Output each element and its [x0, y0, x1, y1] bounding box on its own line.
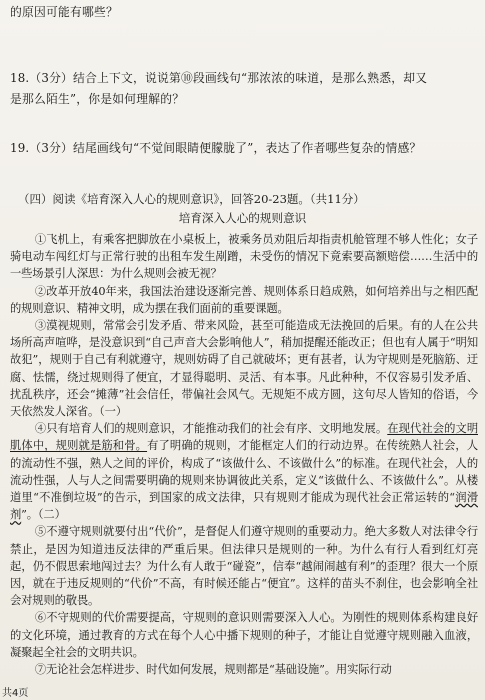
- question-19: [10, 138, 475, 159]
- article-body: [10, 231, 478, 678]
- question-18-line1: 18.（3分）结合上下文，说说第⑩段画线句“那浓浓的味道，是那么熟悉，却又: [10, 71, 428, 85]
- paragraph-3: ③漠视规则，常常会引发矛盾、带来风险，甚至可能造成无法挽回的后果。有的人在公共场所高声喧哗，是没意识到“自己声音大会影响他人”，稍加提醒还能改正；但也有人属于“明知故犯”，规则于自己有利就遵守，规则妨碍了自己就破坏；更有甚者，认为守规则是死脑筋、迂腐、怯懦，绕过规则得了便宜，才显得聪明、灵活、有本事。凡此种种，不仅容易引发矛盾、扰乱秩序，还会“摊薄”社会信任，带偏社会风气。无规矩不成方圆，这句尽人皆知的俗语，今天依然发人深省。（一）: [10, 319, 478, 419]
- question-18-line2: 是那么陌生”，你是如何理解的？: [10, 92, 185, 106]
- article-title: 培育深入人心的规则意识: [178, 211, 307, 225]
- paragraph-4-end: ”。（二）: [21, 508, 66, 522]
- paragraph-7: ⑦无论社会怎样进步、时代如何发展，规则都是“基础设施”。用实际行动: [34, 663, 392, 677]
- page-footer: 共4页: [2, 688, 29, 699]
- paragraph-1: ①飞机上，有乘客把脚放在小桌板上，被乘务员劝阻后却指责机舱管理不够人性化；女子骑电动车闯红灯与正常行驶的出租车发生剐蹭，未受伤的情况下竟索要高额赔偿……生活中的一些场景引人深思：为什么规则会被无视？: [10, 233, 478, 281]
- wavy-underlined-word: 润滑剂: [10, 491, 478, 522]
- paragraph-2: ②改革开放40年来，我国法治建设逐渐完善、规则体系日趋成熟，如何培养出与之相匹配的规则意识、精神文明，成为摆在我们面前的重要课题。: [10, 284, 478, 315]
- underlined-sentence: 在现代社会的文明肌体中，规则就是筋和骨。: [10, 422, 478, 453]
- question-18: [10, 68, 475, 110]
- paragraph-4-start: ④只有培育人们的规则意识，才能推动我们的社会有序、文明地发展。: [34, 422, 388, 436]
- paragraph-4: [10, 420, 478, 523]
- question-19-line1: 19.（3分）结尾画线句“不觉间眼睛便朦胧了”，表达了作者哪些复杂的情感？: [10, 141, 422, 155]
- paragraph-5: ⑤不遵守规则就要付出“代价”，是督促人们遵守规则的重要动力。绝大多数人对法律令行禁止，是因为知道违反法律的严重后果。但法律只是规则的一种。为什么有行人看到红灯亮起，仍不假思索地闯过去？为什么有人敢于“碰瓷”，信奉“越闹闹越有利”的歪理？很大一个原因，就在于违反规则的“代价”不高，有时候还能占“便宜”。这样的苗头不刹住，也会影响全社会对规则的敬畏。: [10, 525, 478, 608]
- paragraph-6: ⑥不守规则的代价需要提高，守规则的意识则需要深入人心。为刚性的规则体系构建良好的文化环境，通过教育的方式在每个人心中播下规则的种子，才能让自觉遵守规则融入血液，凝聚起全社会的文明共识。: [10, 611, 478, 659]
- section-heading: （四）阅读《培育深入人心的规则意识》，回答20-23题。（共11分）: [18, 192, 365, 206]
- paragraph-4-middle: 有了明确的规则，才能框定人们的行动边界。在传统熟人社会，人的流动性不强，熟人之间的评价，构成了“该做什么、不该做什么”的标准。在现代社会，人的流动性强，人与人之间需要明确的规则来协调彼此关系，定义“该做什么、不该做什么”。从楼道里“不准倒垃圾”的告示，到国家的成文法律，只有规则才能成为现代社会正常运转的“: [10, 439, 479, 505]
- previous-question-tail: 的原因可能有哪些？: [10, 5, 118, 19]
